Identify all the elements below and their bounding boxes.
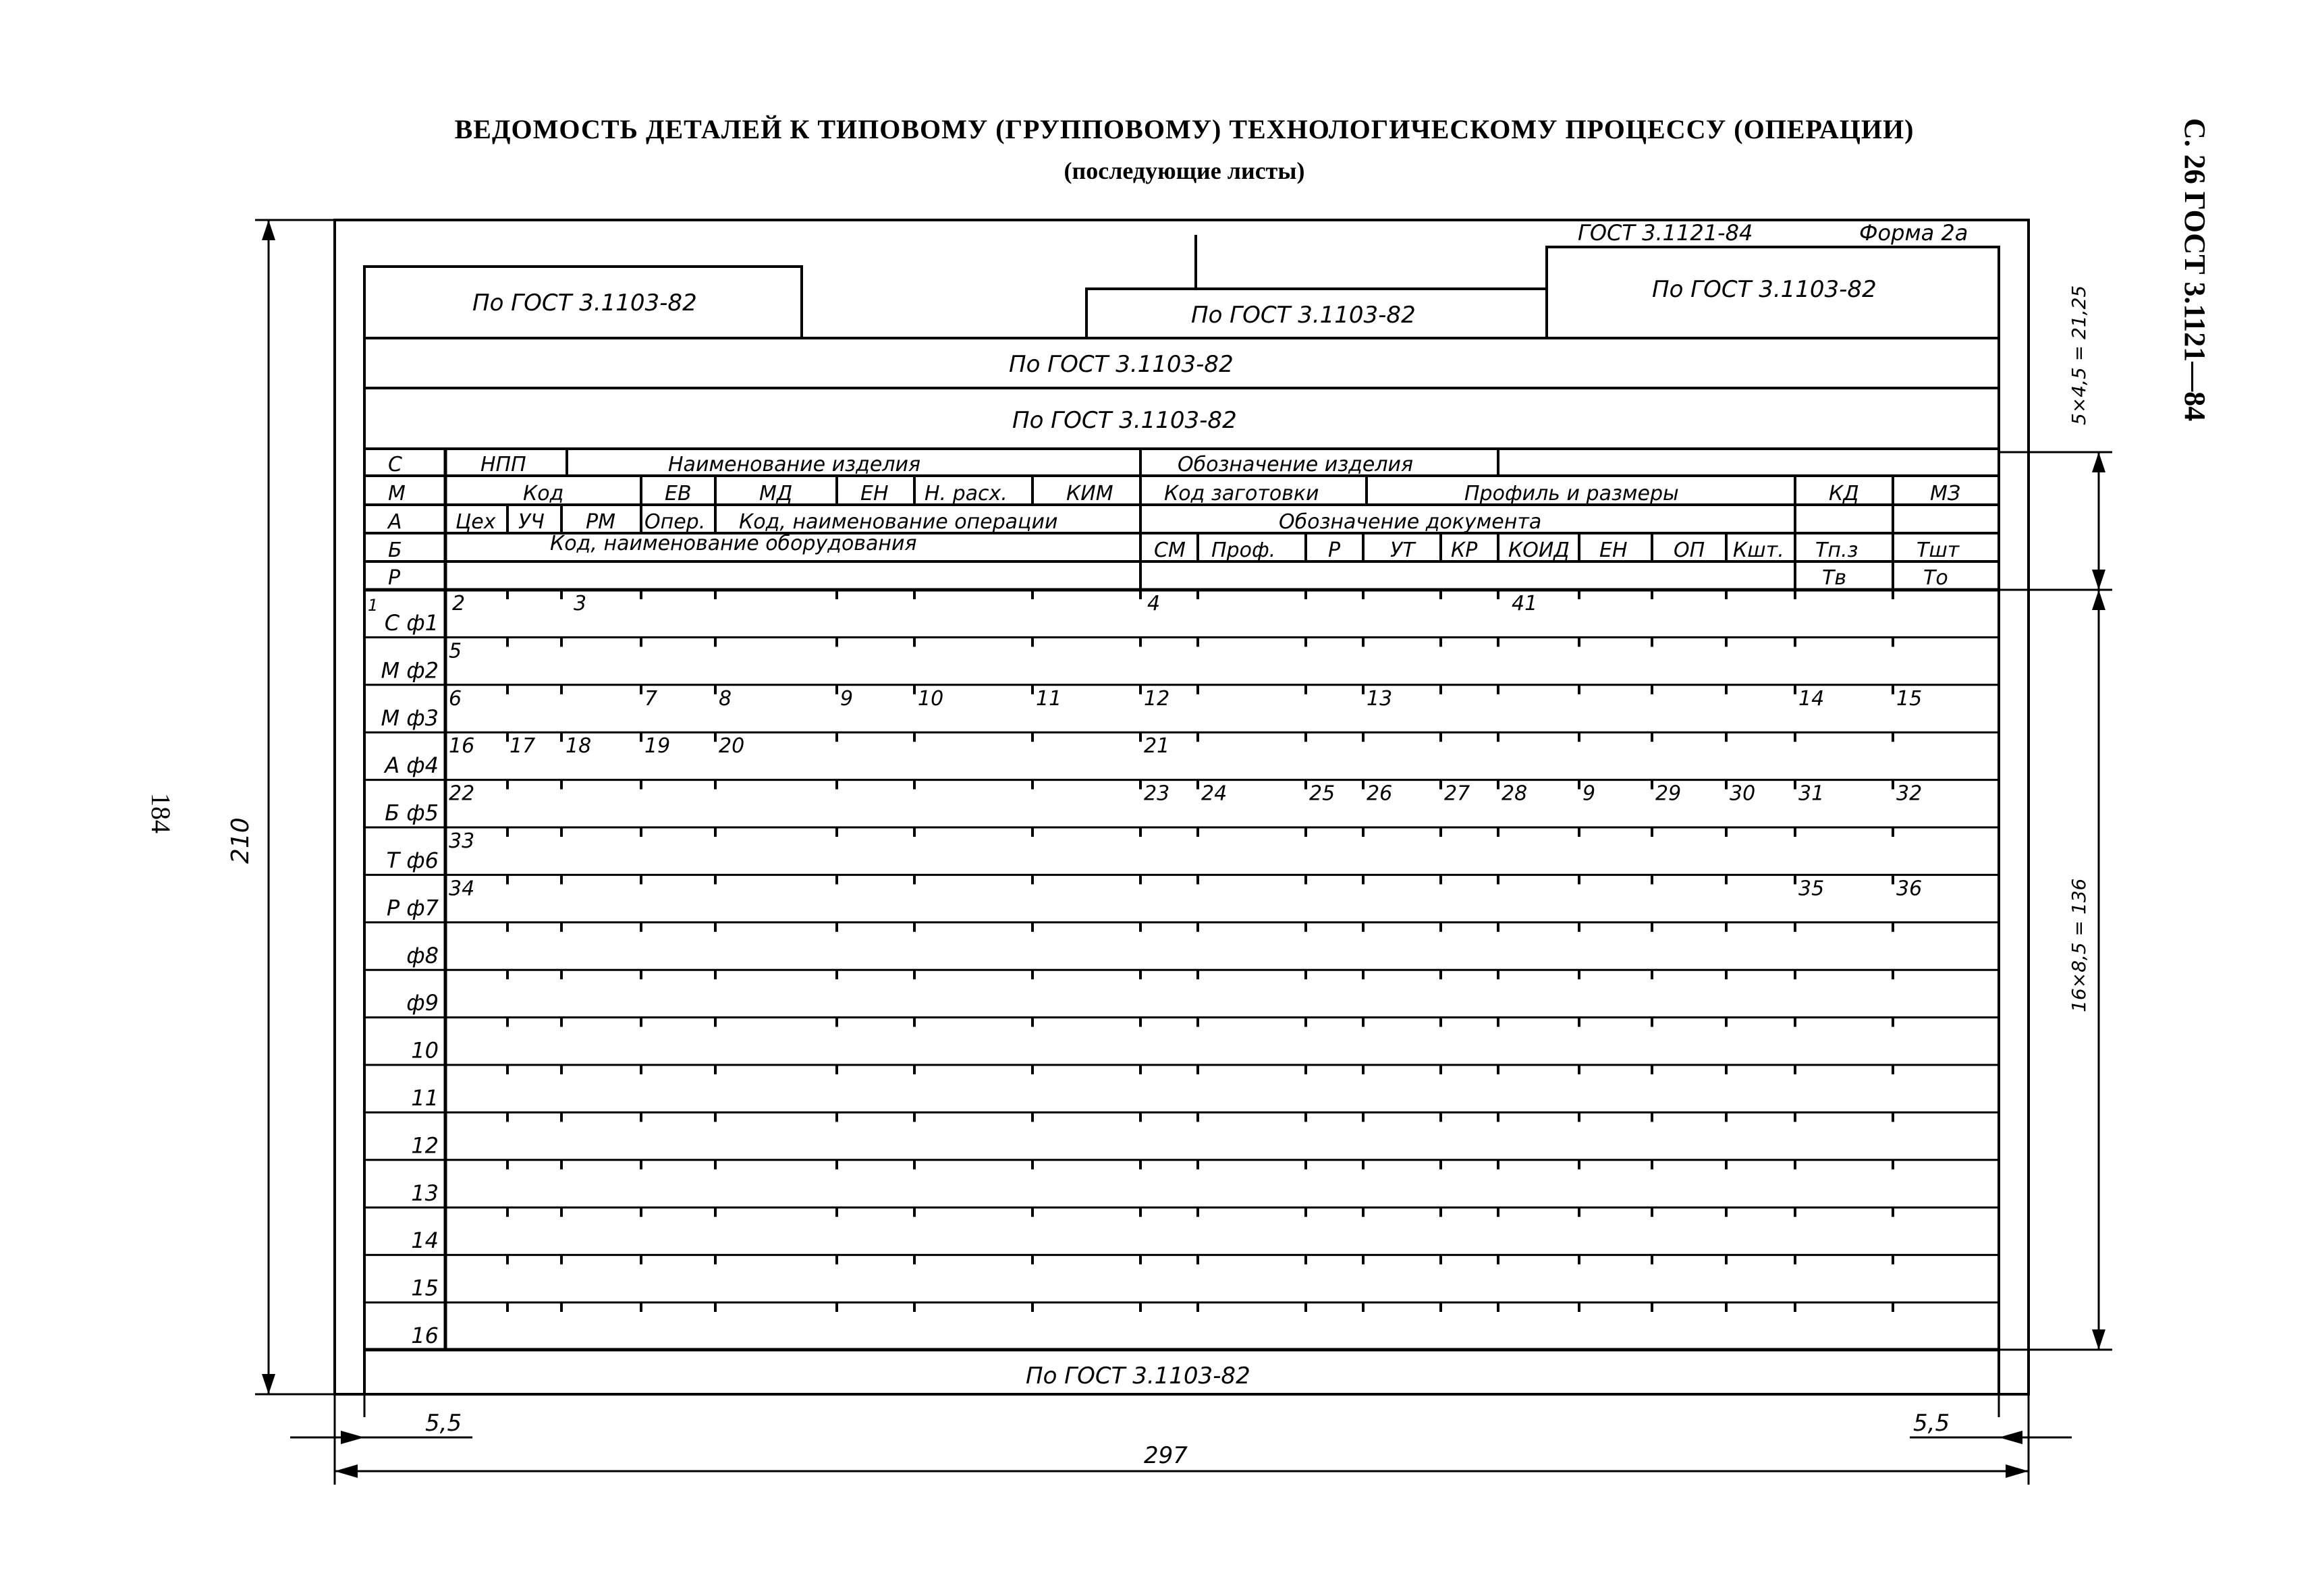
hdr-a-2: УЧ [518,510,545,534]
field-number: 26 [1367,781,1393,806]
row-label: Б ф5 [385,800,439,826]
row-label: Р ф7 [386,895,439,921]
form-standard: ГОСТ 3.1121-84 [1578,220,1753,246]
hdr-b-9: ОП [1674,539,1705,562]
form-name: Форма 2а [1859,220,1968,246]
field-number: 14 [1798,686,1825,711]
hdr-m-5: Н. расх. [925,482,1008,505]
hdr-b-5: УТ [1390,539,1415,562]
hdr-a-4: Опер. [644,510,706,534]
field-number: 17 [509,734,536,759]
field-number: 4 [1147,592,1161,615]
field-number: 34 [449,877,475,901]
field-number: 3 [574,592,587,615]
row-label: 12 [411,1132,439,1159]
page-header-side: С. 26 ГОСТ 3.1121—84 [2178,118,2211,422]
field-number: 15 [1896,686,1923,711]
field-number: 25 [1309,781,1335,806]
hdr-m-2: ЕВ [665,482,692,505]
field-number: 20 [719,734,745,759]
hdr-b-8: ЕН [1599,539,1628,562]
hdr-b-10: Кшт. [1733,539,1784,562]
field-number: 32 [1896,781,1923,806]
ref-row1: По ГОСТ 3.1103-82 [1009,351,1234,378]
dim-left-margin: 5,5 [425,1410,462,1437]
field-number: 13 [1367,686,1393,711]
hdr-c-0: С [388,453,402,476]
hdr-a-6: Обозначение документа [1279,510,1542,534]
row-label: 14 [411,1228,439,1254]
row-label: ф9 [406,990,439,1016]
hdr-c-1: НПП [480,453,526,476]
hdr-c-3: Обозначение изделия [1178,453,1414,476]
data-rows-grid [364,590,1999,1348]
hdr-b-11: Тп.з [1815,539,1858,562]
hdr-b-1: Код, наименование оборудования [550,532,917,555]
hdr-m-10: МЗ [1930,482,1961,505]
row-label: 16 [411,1323,439,1348]
hdr-m-4: ЕН [860,482,889,505]
field-number: 30 [1730,781,1756,806]
document-subtitle: (последующие листы) [1064,157,1305,184]
row-label: 10 [411,1037,439,1064]
field-number: 8 [719,686,732,711]
hdr-b-3: Проф. [1211,539,1276,562]
field-number: 24 [1201,781,1228,806]
document-title: ВЕДОМОСТЬ ДЕТАЛЕЙ К ТИПОВОМУ (ГРУППОВОМУ) ТЕХНОЛОГИЧЕСКОМУ ПРОЦЕССУ (ОПЕРАЦИИ) [454,114,1914,144]
field-number: 23 [1144,781,1170,806]
hdr-b-6: КР [1451,539,1478,562]
row-label: С ф1 [384,610,439,636]
row-label: 15 [411,1275,439,1301]
field-number: 12 [1144,686,1170,711]
field-number: 18 [566,734,592,759]
hdr-b-4: Р [1328,539,1341,562]
hdr-p-0: Р [388,566,401,590]
ref-bottom: По ГОСТ 3.1103-82 [1026,1363,1250,1389]
hdr-m-6: КИМ [1066,482,1113,505]
hdr-b-2: СМ [1154,539,1186,562]
hdr-p-1: Тв [1822,566,1847,590]
field-number: 36 [1896,877,1923,901]
field-number: 5 [449,639,462,663]
field-number: 16 [449,734,475,759]
field-number: 33 [449,829,475,853]
dim-width: 297 [1144,1442,1188,1469]
field-number: 9 [1582,781,1596,806]
field-number: 31 [1798,781,1825,806]
field-number: 41 [1512,592,1538,615]
hdr-a-1: Цех [456,510,496,534]
field-number: 19 [644,734,671,759]
row-label: М ф3 [381,705,439,731]
dim-height: 210 [227,817,254,864]
dim-right-margin: 5,5 [1913,1410,1950,1437]
field-number: 11 [1036,686,1062,711]
ref-mid: По ГОСТ 3.1103-82 [1191,302,1416,329]
field-number: 9 [840,686,854,711]
hdr-a-3: РМ [586,510,615,534]
hdr-m-9: КД [1829,482,1859,505]
hdr-p-2: То [1923,566,1948,590]
field-number: 35 [1798,877,1825,901]
row-label: 11 [411,1085,439,1111]
hdr-a-0: А [388,510,402,534]
field-number: 2 [452,592,466,615]
hdr-b-0: Б [388,539,402,562]
field-number: 27 [1444,781,1470,806]
hdr-a-5: Код, наименование операции [739,510,1058,534]
field-number: 10 [918,686,944,711]
row-label: Т ф6 [386,848,439,873]
ref-left: По ГОСТ 3.1103-82 [472,290,697,317]
hdr-m-8: Профиль и размеры [1464,482,1679,505]
field-number: 28 [1502,781,1528,806]
hdr-m-7: Код заготовки [1164,482,1319,505]
row-label: А ф4 [385,752,439,779]
dim-top-block: 5×4,5 = 21,25 [2068,285,2090,425]
hdr-b-7: КОИД [1508,539,1570,562]
hdr-m-1: Код [523,482,564,505]
hdr-m-0: М [388,482,406,505]
field-number: 22 [449,781,475,806]
ref-row2: По ГОСТ 3.1103-82 [1012,407,1237,434]
row-label: М ф2 [381,657,439,684]
hdr-m-3: МД [759,482,793,505]
hdr-c-2: Наименование изделия [668,453,921,476]
hdr-b-12: Тшт [1917,539,1960,562]
dim-bottom-block: 16×8,5 = 136 [2068,878,2090,1012]
row-first-marker: 1 [368,596,379,615]
field-number: 7 [644,686,658,711]
field-number: 21 [1144,734,1170,759]
page-number: 184 [146,793,176,833]
field-number: 6 [449,686,462,711]
row-label: ф8 [406,942,439,968]
sheet-frame [335,220,2029,1394]
field-number: 29 [1655,781,1682,806]
ref-right: По ГОСТ 3.1103-82 [1652,276,1877,303]
row-label: 13 [411,1180,439,1206]
